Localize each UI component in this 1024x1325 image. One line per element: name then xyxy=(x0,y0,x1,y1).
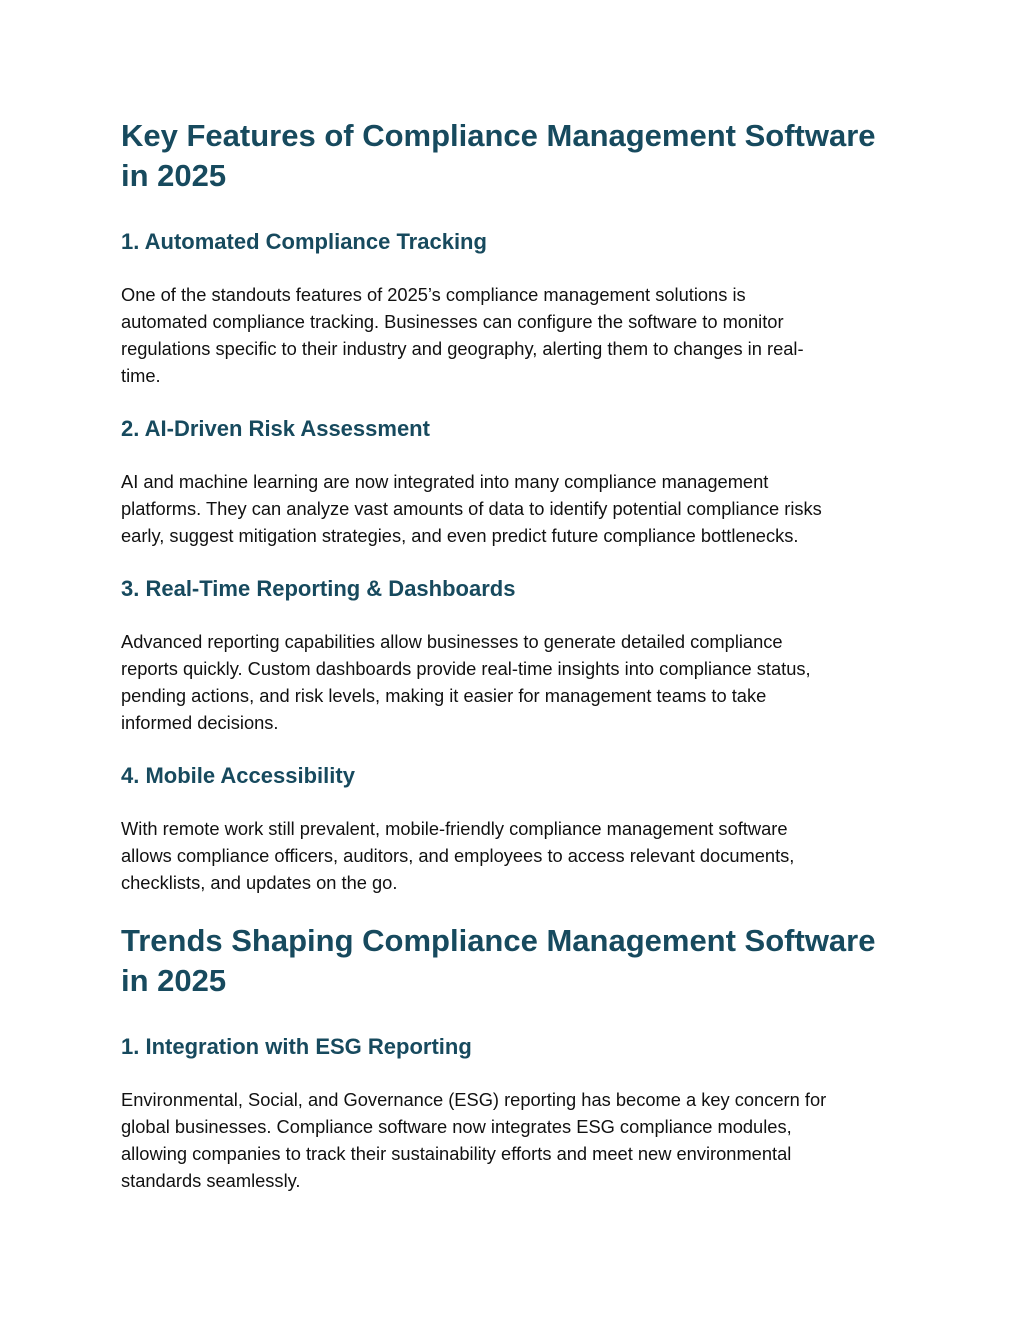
feature-heading: 4. Mobile Accessibility xyxy=(121,763,355,788)
feature-heading: 3. Real-Time Reporting & Dashboards xyxy=(121,576,516,601)
section-heading: Key Features of Compliance Management Software in 2025 xyxy=(121,118,876,193)
text-line: Environmental, Social, and Governance (ESG) reporting has become a key concern for xyxy=(121,1089,827,1110)
feature-heading: 1. Automated Compliance Tracking xyxy=(121,229,487,254)
text-line: platforms. They can analyze vast amounts of data to identify potential compliance risks xyxy=(121,498,822,519)
text-line: With remote work still prevalent, mobile-friendly compliance management software xyxy=(121,818,788,839)
feature-paragraph xyxy=(121,815,911,896)
trend-heading: 1. Integration with ESG Reporting xyxy=(121,1034,472,1059)
text-line: time. xyxy=(121,365,161,386)
trend-paragraph xyxy=(121,1086,911,1194)
feature-paragraph xyxy=(121,281,911,389)
text-line: automated compliance tracking. Businesses can configure the software to monitor xyxy=(121,311,784,332)
text-line: regulations specific to their industry and geography, alerting them to changes in real- xyxy=(121,338,804,359)
text-line: Advanced reporting capabilities allow businesses to generate detailed compliance xyxy=(121,631,783,652)
text-line: early, suggest mitigation strategies, and even predict future compliance bottlenecks. xyxy=(121,525,799,546)
text-line: One of the standouts features of 2025’s compliance management solutions is xyxy=(121,284,746,305)
feature-paragraph xyxy=(121,468,911,549)
feature-heading: 2. AI-Driven Risk Assessment xyxy=(121,416,430,441)
section-heading: Trends Shaping Compliance Management Software in 2025 xyxy=(121,923,876,998)
text-line: allowing companies to track their sustainability efforts and meet new environmental xyxy=(121,1143,792,1164)
text-line: checklists, and updates on the go. xyxy=(121,872,398,893)
text-line: AI and machine learning are now integrated into many compliance management xyxy=(121,471,769,492)
text-line: pending actions, and risk levels, making it easier for management teams to take xyxy=(121,685,767,706)
text-line: informed decisions. xyxy=(121,712,279,733)
document-page xyxy=(121,116,911,1194)
text-line: standards seamlessly. xyxy=(121,1170,301,1191)
text-line: allows compliance officers, auditors, and employees to access relevant documents, xyxy=(121,845,795,866)
text-line: reports quickly. Custom dashboards provide real-time insights into compliance status, xyxy=(121,658,811,679)
feature-paragraph xyxy=(121,628,911,736)
text-line: global businesses. Compliance software now integrates ESG compliance modules, xyxy=(121,1116,792,1137)
